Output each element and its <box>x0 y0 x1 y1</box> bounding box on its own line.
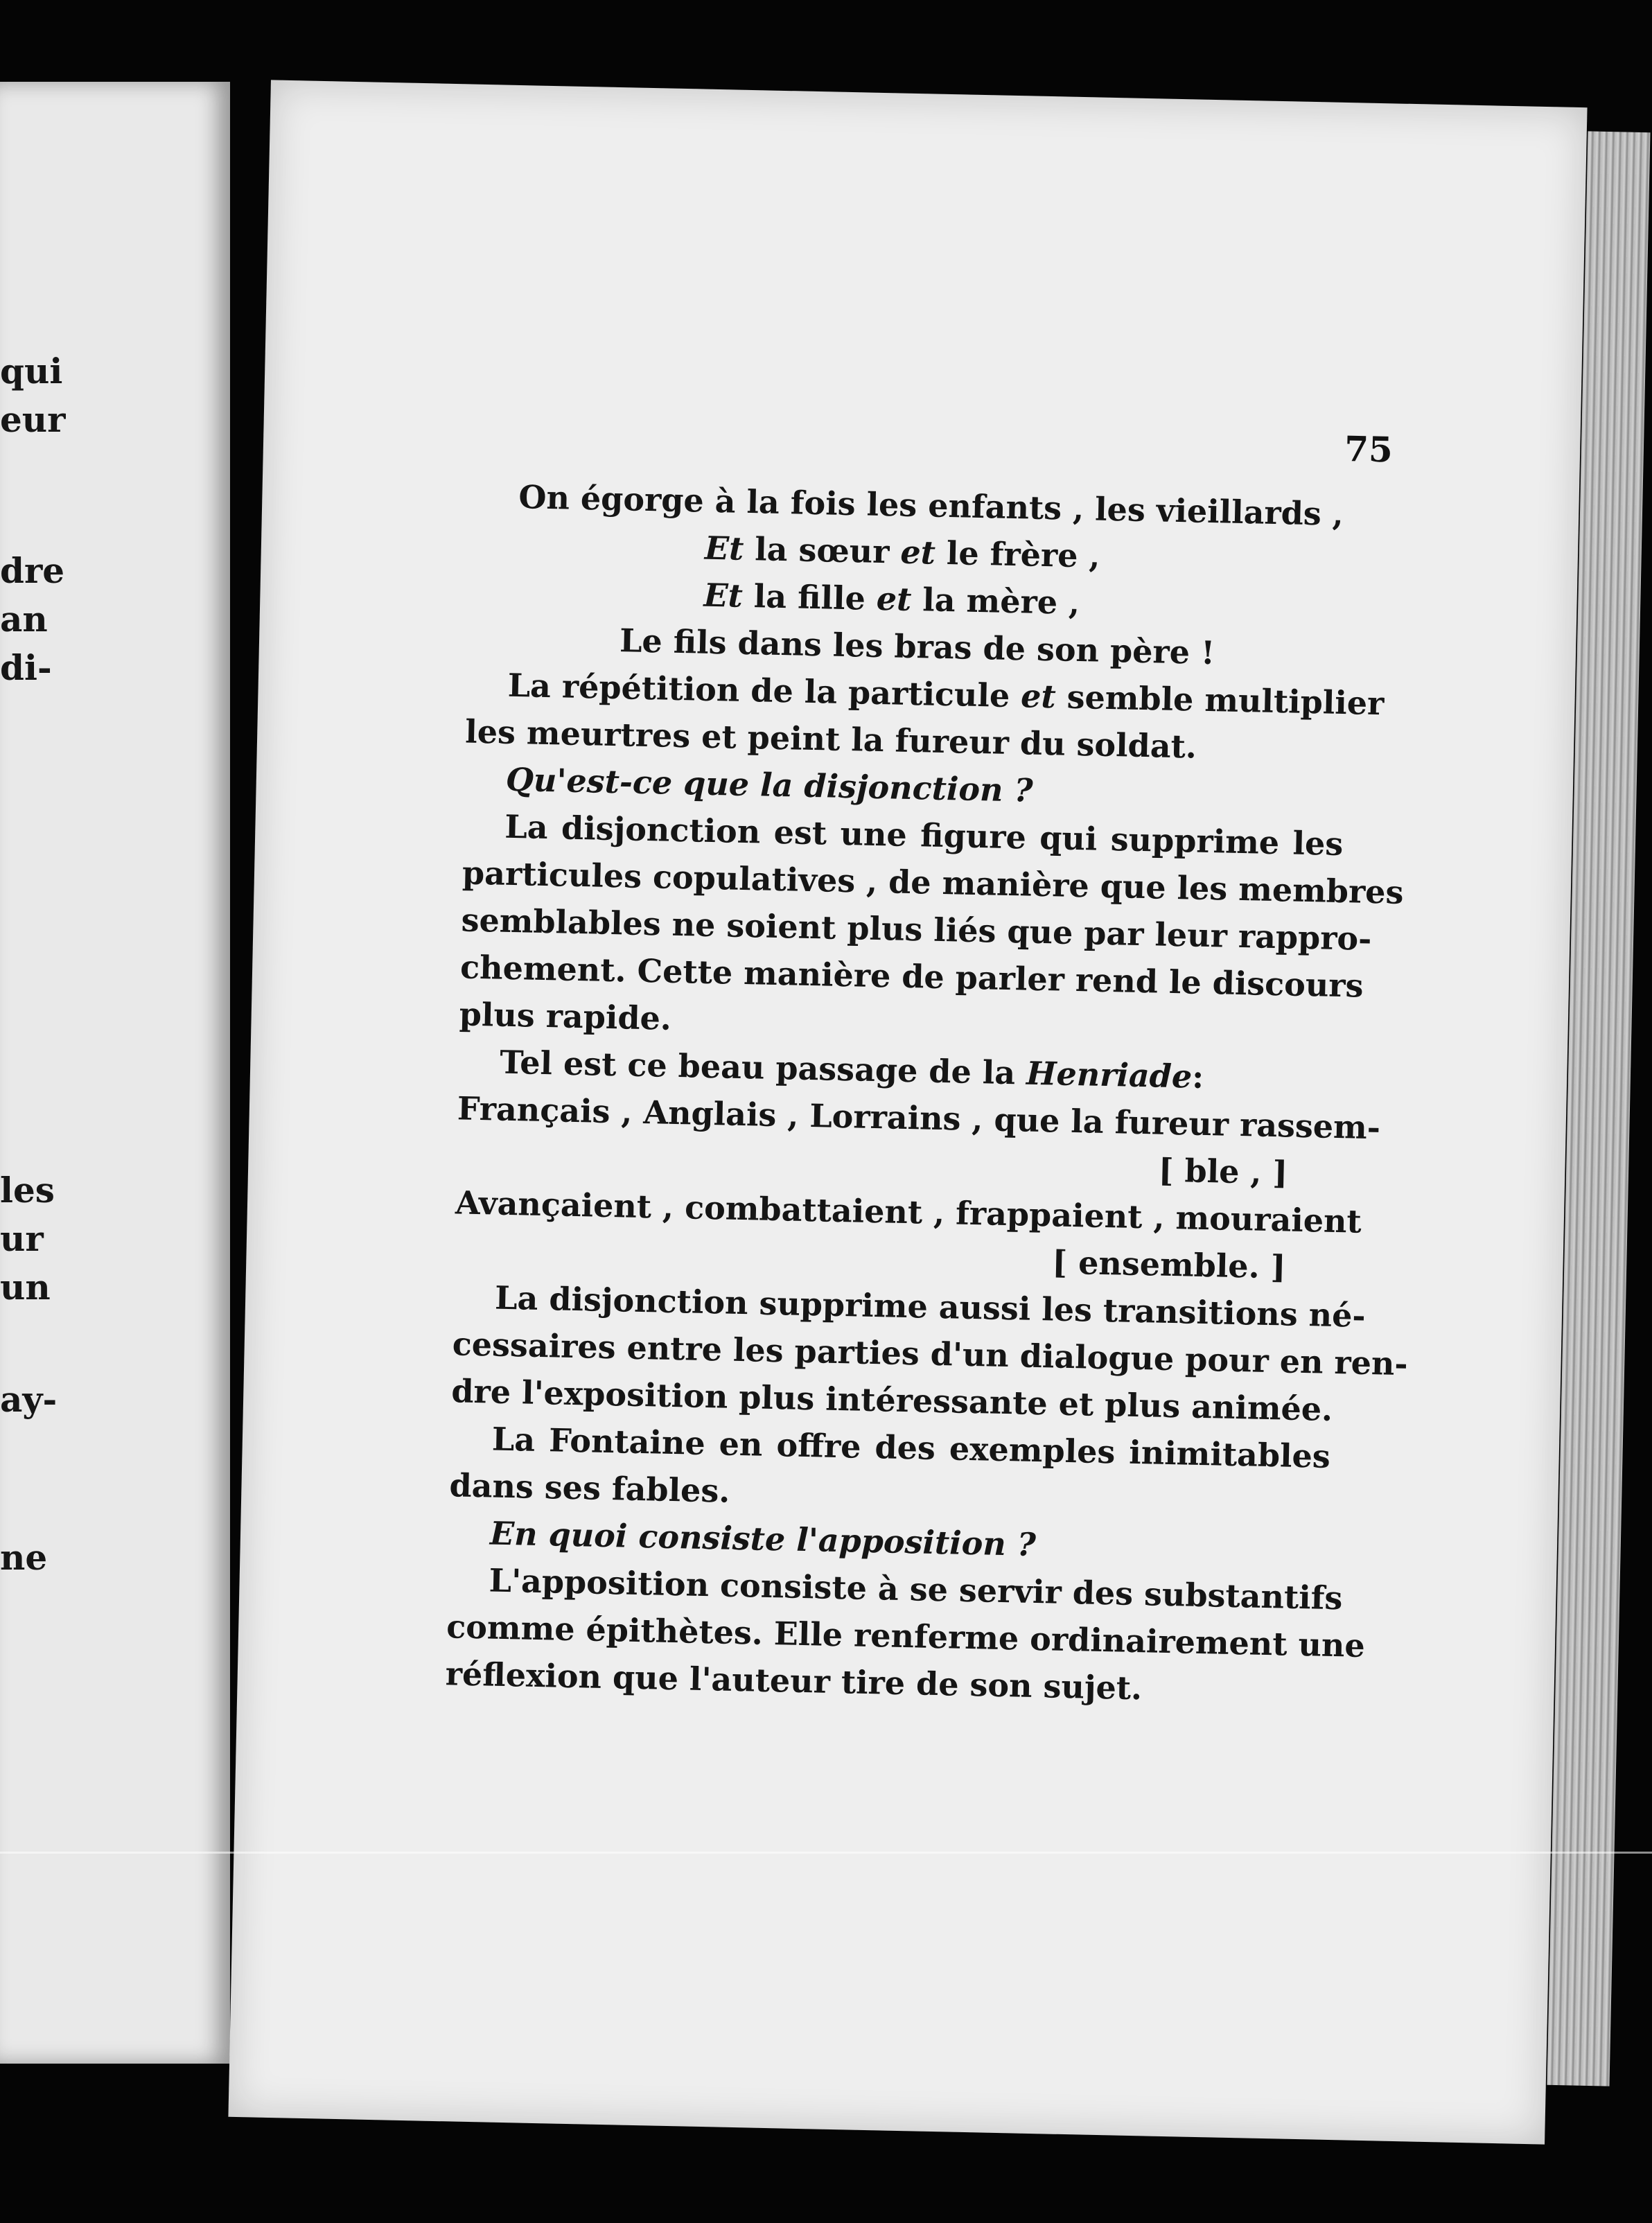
verse-fragment: le frère , <box>946 534 1101 575</box>
page-text <box>445 473 1409 1716</box>
text-fragment: Tel est ce beau passage de la <box>499 1043 1016 1092</box>
italic-word: et <box>876 579 912 618</box>
italic-word: et <box>899 533 936 572</box>
scan-artifact-line <box>0 1852 1652 1854</box>
paragraph-line: L'apposition consiste à se servir des substantifs <box>489 1561 1343 1617</box>
paragraph-line: La Fontaine en offre des exemples inimitables <box>491 1420 1331 1475</box>
verse-line: Le fils dans les bras de son père ! <box>619 622 1215 672</box>
paragraph-line: chement. Cette manière de parler rend le discours <box>459 948 1364 1005</box>
italic-word: Et <box>704 529 744 568</box>
page-number: 75 <box>1344 428 1394 471</box>
work-title: Henriade <box>1026 1054 1193 1096</box>
left-fragment: les <box>0 1170 55 1211</box>
paragraph-line: semblables ne soient plus liés que par leur rappro- <box>461 901 1372 958</box>
paragraph-line: plus rapide. <box>459 995 672 1037</box>
paragraph-line: dre l'exposition plus intéressante et plus animée. <box>450 1372 1333 1428</box>
left-fragment: ne <box>0 1537 48 1578</box>
question-heading: En quoi consiste l'apposition ? <box>489 1514 1037 1564</box>
italic-word: Et <box>703 576 744 615</box>
paragraph-line: dans ses fables. <box>449 1466 730 1510</box>
verse-fragment: la mère , <box>922 581 1080 622</box>
left-fragment: qui <box>0 351 63 392</box>
quote-line: [ ensemble. ] <box>1051 1243 1287 1286</box>
text-fragment: La répétition de la particule <box>507 666 1010 714</box>
quote-line: [ ble , ] <box>1158 1151 1288 1192</box>
left-fragment: di- <box>0 647 52 688</box>
text-fragment: : <box>1191 1057 1204 1096</box>
paragraph-line: particules copulatives , de manière que les membres <box>462 854 1404 911</box>
italic-word: et <box>1020 677 1057 716</box>
verse-fragment: la sœur <box>754 530 890 571</box>
paragraph-line: comme épithètes. Elle renferme ordinairement une <box>446 1608 1366 1664</box>
paragraph-line: les meurtres et peint la fureur du soldat. <box>464 712 1197 766</box>
book-page <box>228 80 1587 2144</box>
paragraph-line: La disjonction supprime aussi les transitions né- <box>494 1279 1367 1335</box>
left-fragment: an <box>0 599 48 640</box>
verse-line: On égorge à la fois les enfants , les vieillards , <box>518 478 1344 533</box>
quote-line: Français , Anglais , Lorrains , que la fureur rassem- <box>457 1089 1381 1147</box>
left-fragment: ur <box>0 1218 44 1259</box>
paragraph-line: La disjonction est une figure qui supprime les <box>504 807 1344 863</box>
left-fragment: ay- <box>0 1379 58 1420</box>
question-heading: Qu'est-ce que la disjonction ? <box>505 760 1034 809</box>
left-fragment: un <box>0 1267 51 1308</box>
paragraph-line: réflexion que l'auteur tire de son sujet. <box>445 1655 1143 1707</box>
paragraph-line: cessaires entre les parties d'un dialogue pour en ren- <box>452 1325 1409 1383</box>
quote-line: Avançaient , combattaient , frappaient , mouraient <box>455 1184 1362 1240</box>
verse-fragment: la fille <box>753 577 866 617</box>
previous-page-strip <box>0 82 230 2064</box>
left-fragment: dre <box>0 550 65 591</box>
left-fragment: eur <box>0 399 66 440</box>
text-fragment: semble multiplier <box>1066 678 1385 723</box>
